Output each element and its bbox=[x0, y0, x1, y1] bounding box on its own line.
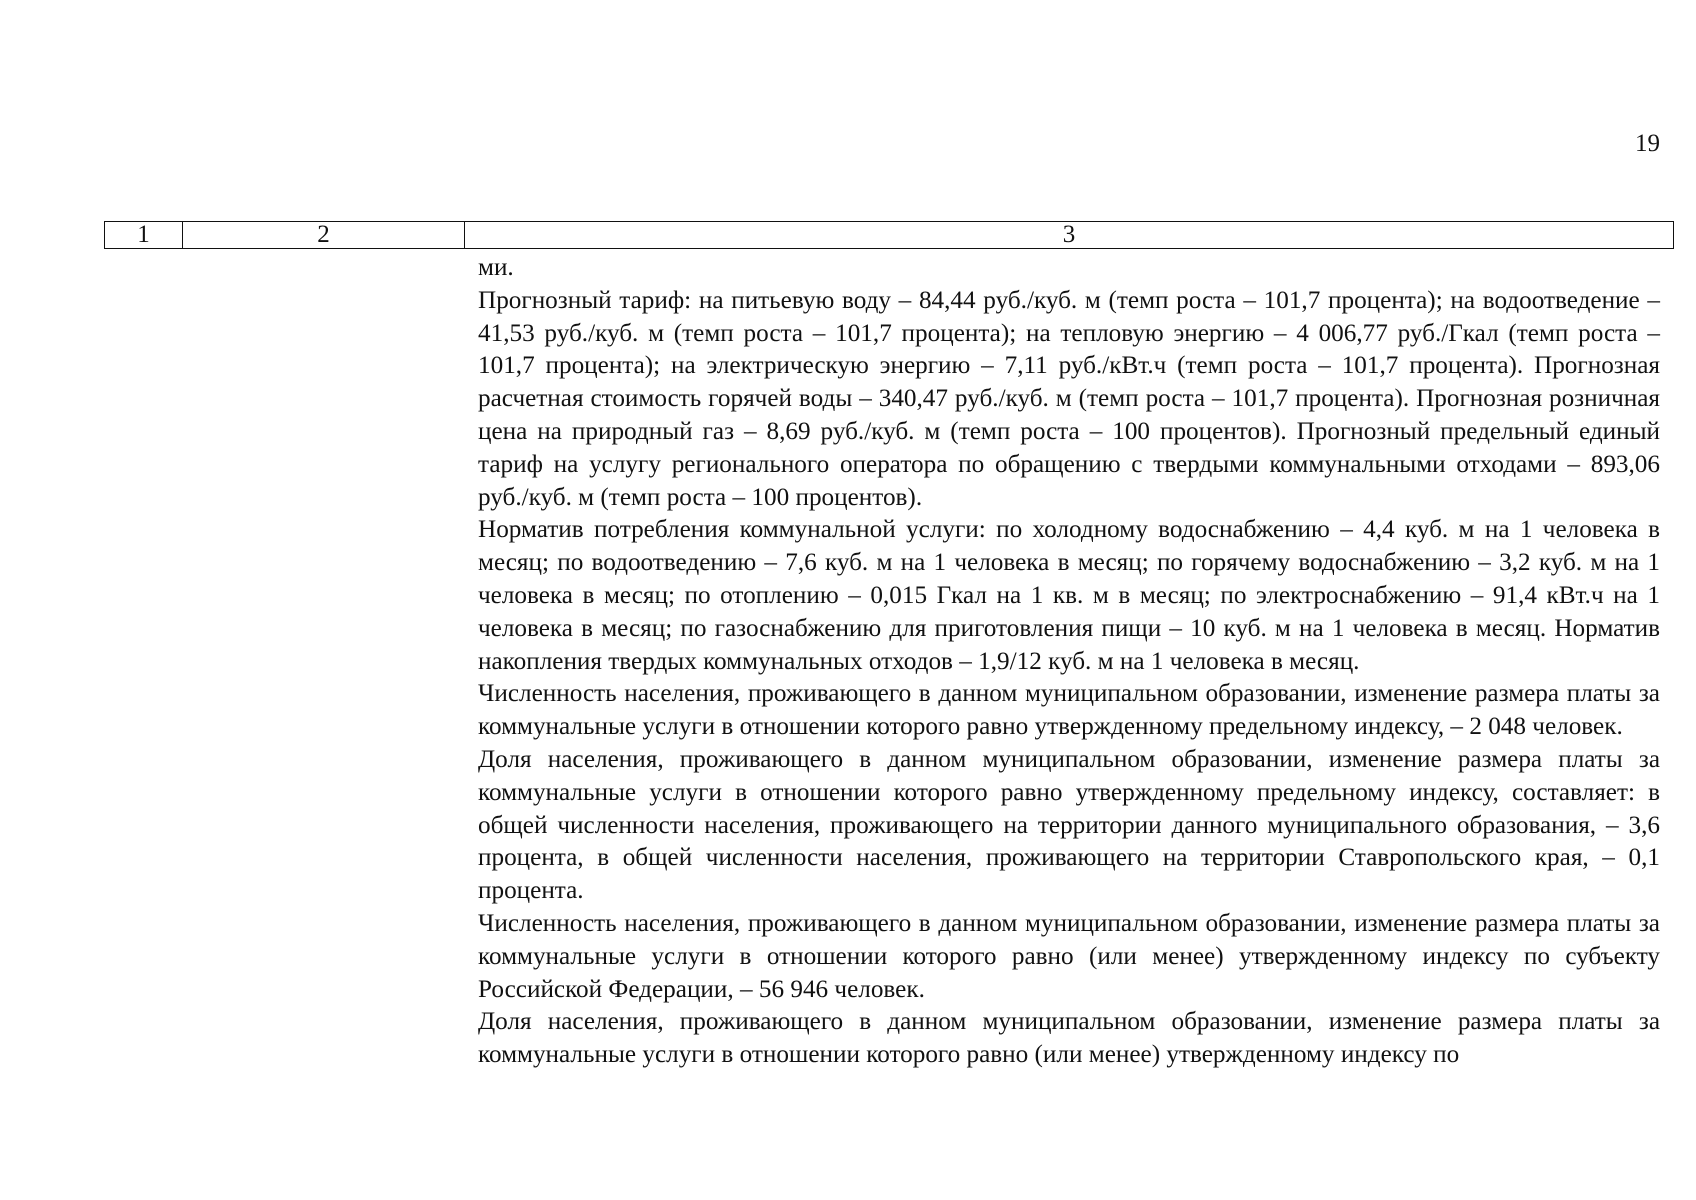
column-header-table bbox=[104, 221, 1674, 249]
paragraph-consumption-norms: Норматив потребления коммунальной услуги: по холодному водоснабжению – 4,4 куб. м на 1 человека в месяц; по водоотведению – 7,6 куб. м на 1 человека в месяц; по горячему водоснабжению – 3,2 куб. м на 1 человека в месяц; по отоплению – 0,015 Гкал на 1 кв. м в месяц; по электроснабжению – 91,4 кВт.ч на 1 человека в месяц; по газоснабжению для приготовления пищи – 10 куб. м на 1 человека в месяц. Норматив накопления твердых коммунальных отходов – 1,9/12 куб. м на 1 человека в месяц. bbox=[478, 516, 1660, 675]
column-header-row bbox=[105, 222, 1674, 249]
paragraph-population-equal-or-less: Численность населения, проживающего в данном муниципальном образовании, изменение размера платы за коммунальные услуги в отношении которого равно (или менее) утвержденному индексу по субъекту Российской Федерации, – 56 946 человек. bbox=[478, 909, 1660, 1003]
column-header-1: 1 bbox=[105, 222, 183, 249]
column-header-3: 3 bbox=[465, 222, 1674, 249]
column-3-content bbox=[478, 252, 1660, 1072]
paragraph-share-equal-or-less: Доля населения, проживающего в данном муниципальном образовании, изменение размера платы за коммунальные услуги в отношении которого равно (или менее) утвержденному индексу по bbox=[478, 1008, 1660, 1069]
page-number: 19 bbox=[1635, 130, 1660, 157]
paragraph-continuation: ми. bbox=[478, 254, 514, 281]
paragraph-forecast-tariffs: Прогнозный тариф: на питьевую воду – 84,44 руб./куб. м (темп роста – 101,7 процента); на водоотведение – 41,53 руб./куб. м (темп роста – 101,7 процента); на тепловую энергию – 4 006,77 руб./Гкал (темп роста – 101,7 процента); на электрическую энергию – 7,11 руб./кВт.ч (темп роста – 101,7 процента). Прогнозная расчетная стоимость горячей воды – 340,47 руб./куб. м (темп роста – 101,7 процента). Прогнозная розничная цена на природный газ – 8,69 руб./куб. м (темп роста – 100 процентов). Прогнозный предельный единый тариф на услугу регионального оператора по обращению с твердыми коммунальными отходами – 893,06 руб./куб. м (темп роста – 100 процентов). bbox=[478, 286, 1660, 511]
paragraph-share-equal-limit: Доля населения, проживающего в данном муниципальном образовании, изменение размера платы за коммунальные услуги в отношении которого равно утвержденному предельному индексу, составляет: в общей численности населения, проживающего на территории данного муниципального образования, – 3,6 процента, в общей численности населения, проживающего на территории Ставропольского края, – 0,1 процента. bbox=[478, 745, 1660, 905]
paragraph-population-equal-limit: Численность населения, проживающего в данном муниципальном образовании, изменение размера платы за коммунальные услуги в отношении которого равно утвержденному предельному индексу, – 2 048 человек. bbox=[478, 680, 1660, 741]
column-header-2: 2 bbox=[183, 222, 465, 249]
